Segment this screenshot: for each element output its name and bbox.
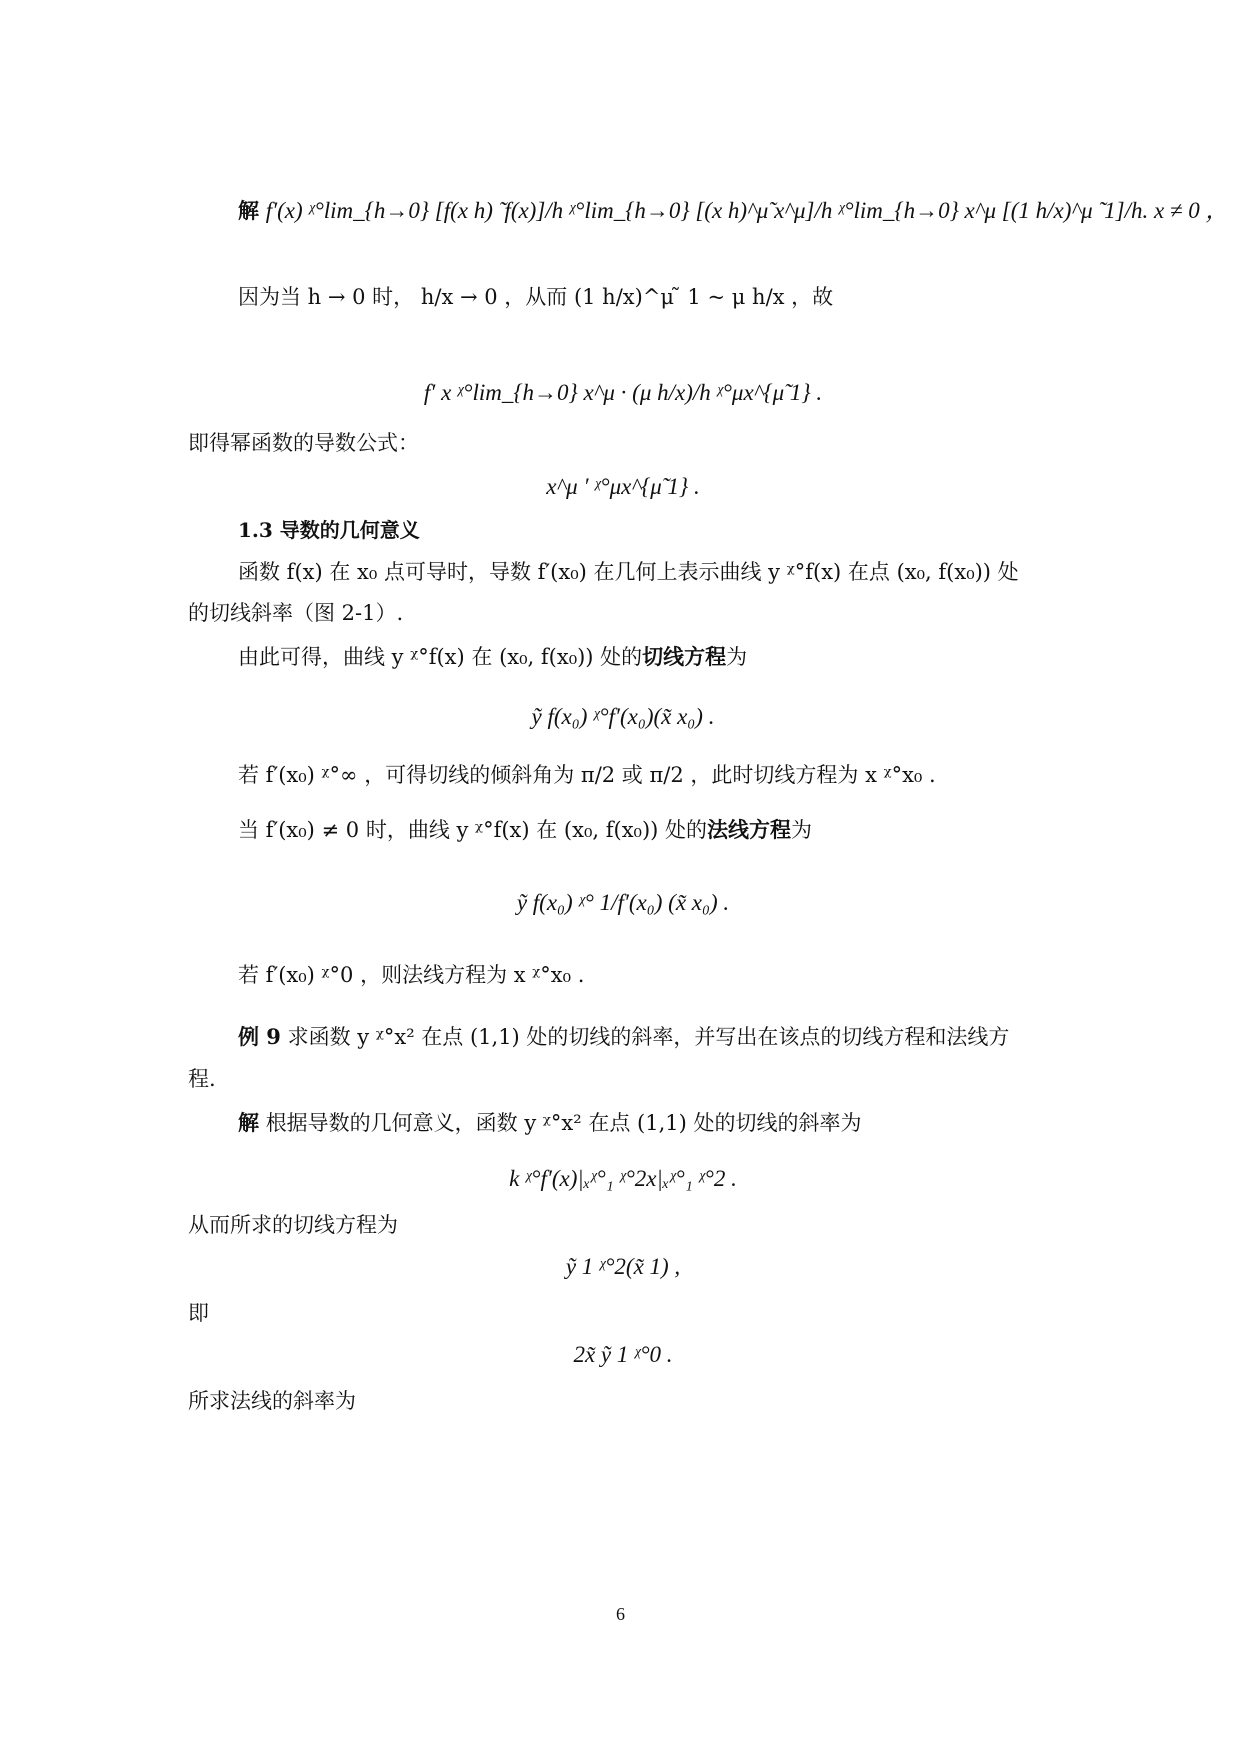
paragraph-2-suffix: 为 <box>726 645 748 669</box>
derivative-limit-formula: f′(x) ᵡ°lim_{h→0} [f(x h) ̃ f(x)]/h ᵡ°lim_{h→0} [(x h)^μ̃ x^μ]/h ᵡ°lim_{h→0} x^μ [(1 h/x)^μ ̃ 1]/h. x ≠ 0 ， <box>265 198 1229 223</box>
tangent-equation-term: 切线方程 <box>642 644 727 669</box>
paragraph-2-text: 由此可得，曲线 y ᵡ°f(x) 在 (x₀, f(x₀)) 处的 <box>238 645 643 669</box>
example-label: 例 9 <box>238 1024 281 1049</box>
section-heading: 1.3 导数的几何意义 <box>238 518 420 542</box>
normal-slope-intro: 所求法线的斜率为 <box>188 1389 356 1413</box>
example-statement: 求函数 y ᵡ°x² 在点 (1,1) 处的切线的斜率，并写出在该点的切线方程和法线方 <box>287 1025 1010 1049</box>
infinite-derivative-case: 若 f′(x₀) ᵡ°∞ ，可得切线的倾斜角为 π/2 或 π/2 ，此时切线方程为 x ᵡ°x₀ . <box>238 763 936 787</box>
paragraph-3 <box>238 815 1108 845</box>
paragraph-2 <box>238 642 1108 672</box>
because-line: 因为当 h → 0 时， h/x → 0 ，从而 (1 h/x)^μ ̃ 1 ~ μ h/x ，故 <box>238 285 834 309</box>
solution-2-line <box>238 1108 1108 1138</box>
tangent-simplified-equation: 2x̃ ỹ 1 ᵡ°0 . <box>573 1342 673 1367</box>
power-rule-formula: x^μ ′ ᵡ°μx^{μ̃ 1} . <box>546 474 700 499</box>
result-formula: f′ x ᵡ°lim_{h→0} x^μ · (μ h/x)/h ᵡ°μx^{μ̃ 1} . <box>423 380 823 405</box>
that-is-text: 即 <box>188 1301 209 1325</box>
power-rule-intro: 即得幂函数的导数公式： <box>188 431 419 455</box>
normal-equation: ỹ f(x₀) ᵡ° 1/f′(x₀) (x̃ x₀) . <box>516 890 730 915</box>
tangent-result-intro: 从而所求的切线方程为 <box>188 1213 398 1237</box>
slope-equation: k ᵡ°f′(x)|ₓᵡ°₁ ᵡ°2x|ₓᵡ°₁ ᵡ°2 . <box>509 1166 737 1191</box>
solution-2-text: 根据导数的几何意义，函数 y ᵡ°x² 在点 (1,1) 处的切线的斜率为 <box>265 1111 862 1135</box>
example-9-line-1 <box>238 1022 1108 1052</box>
solution-2-label: 解 <box>238 1110 259 1135</box>
solution-label: 解 <box>238 198 259 223</box>
tangent-equation: ỹ f(x₀) ᵡ°f′(x₀)(x̃ x₀) . <box>531 704 715 729</box>
normal-equation-term: 法线方程 <box>707 817 792 842</box>
zero-derivative-case: 若 f′(x₀) ᵡ°0 ，则法线方程为 x ᵡ°x₀ . <box>238 963 585 987</box>
example-9-line-2: 程. <box>188 1067 216 1091</box>
solution-line <box>238 196 1229 226</box>
paragraph-1-line-1: 函数 f(x) 在 x₀ 点可导时，导数 f′(x₀) 在几何上表示曲线 y ᵡ°f(x) 在点 (x₀, f(x₀)) 处 <box>238 560 1019 584</box>
paragraph-1-line-2: 的切线斜率（图 2-1）. <box>188 601 404 625</box>
paragraph-3-suffix: 为 <box>791 818 813 842</box>
tangent-result-equation: ỹ 1 ᵡ°2(x̃ 1) , <box>565 1254 681 1279</box>
paragraph-3-text: 当 f′(x₀) ≠ 0 时，曲线 y ᵡ°f(x) 在 (x₀, f(x₀)) 处的 <box>238 818 708 842</box>
page-number: 6 <box>616 1604 625 1624</box>
